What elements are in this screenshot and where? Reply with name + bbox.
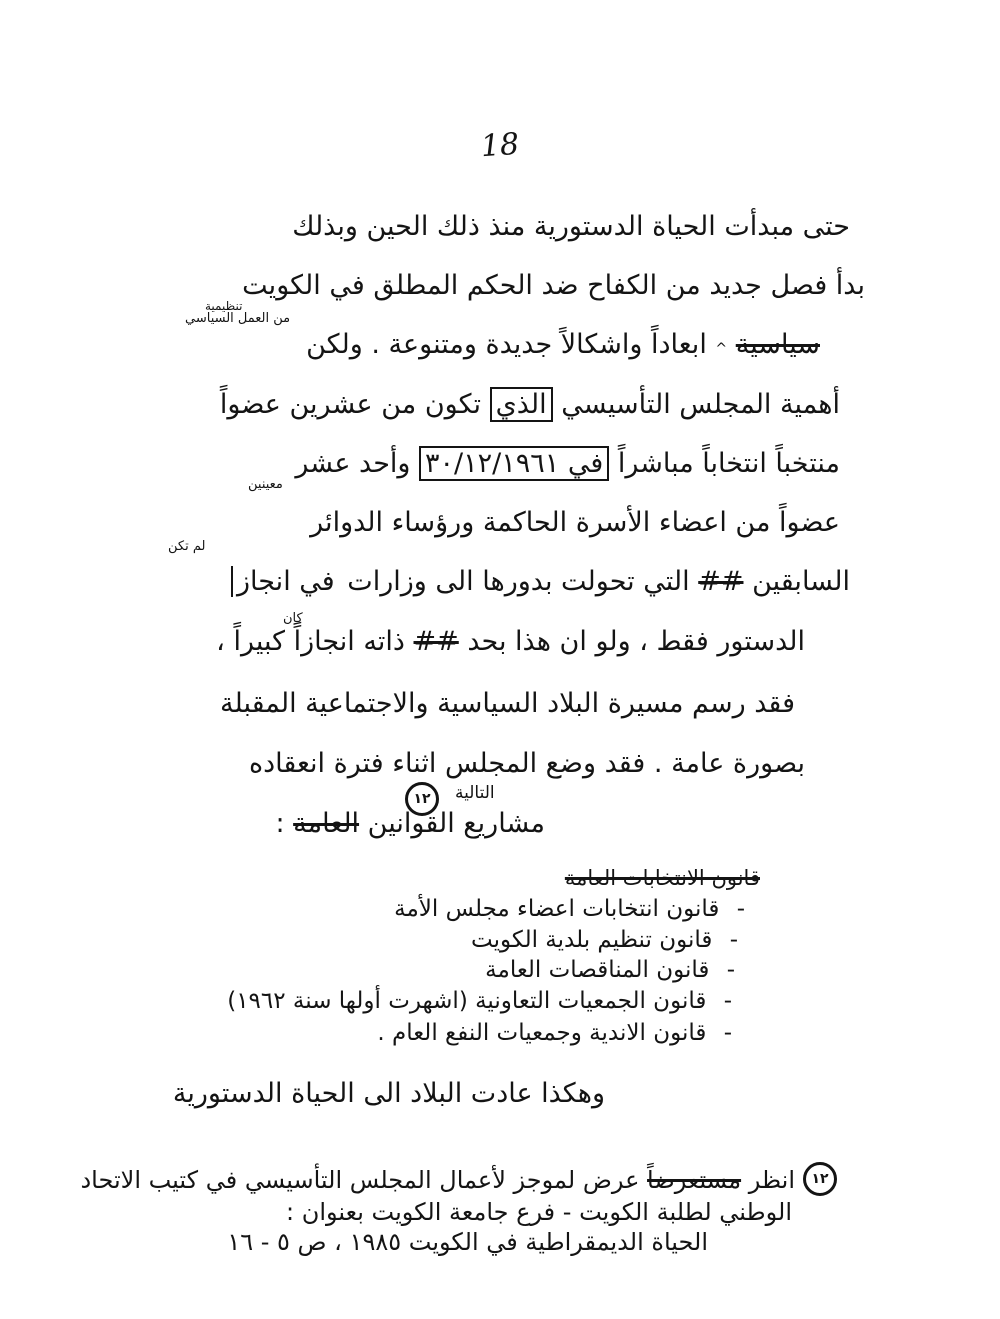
struck-word-general: العامة bbox=[293, 808, 360, 839]
law-item-4 bbox=[227, 990, 732, 1013]
body-line-9-text: فقد رسم مسيرة البلاد السياسية والاجتماعية المقبلة bbox=[220, 688, 795, 719]
bullet-dash: - bbox=[726, 957, 735, 983]
struck-heading: قانون الانتخابات العامة bbox=[564, 866, 760, 890]
law-item-2 bbox=[471, 929, 738, 952]
body-line-10-text: بصورة عامة . فقد وضع المجلس اثناء فترة انعقاده bbox=[248, 748, 805, 779]
body-line-7-mid: التي تحولت بدورها الى وزارات bbox=[347, 566, 690, 597]
body-line-4 bbox=[140, 391, 840, 418]
bullet-dash: - bbox=[723, 1020, 732, 1046]
body-line-5-start: منتخباً انتخاباً مباشراً bbox=[617, 448, 840, 479]
footnote-struck-word: مستعرضاً bbox=[647, 1166, 742, 1194]
body-line-4-end: تكون من عشرين عضواً bbox=[219, 389, 482, 420]
body-line-1 bbox=[150, 213, 850, 240]
body-line-2-text: بدأ فصل جديد من الكفاح ضد الحكم المطلق في الكويت bbox=[242, 270, 865, 301]
body-line-7 bbox=[140, 568, 850, 595]
law-item-4-text: قانون الجمعيات التعاونية (اشهرت أولها سنة ١٩٦٢) bbox=[227, 988, 707, 1014]
insertion-was-not: لم تكن bbox=[168, 539, 206, 554]
body-line-1-text: حتى مبدأت الحياة الدستورية منذ ذلك الحين وبذلك bbox=[292, 211, 850, 242]
insertion-political-work: من العمل السياسي bbox=[185, 311, 291, 326]
body-line-11-colon: : bbox=[275, 808, 285, 839]
footnote-line-1-start: انظر bbox=[748, 1166, 795, 1194]
body-line-3-text: ابعاداً واشكالاً جديدة ومتنوعة . ولكن bbox=[306, 329, 707, 360]
bracketed-date: في ٣٠/١٢/١٩٦١ bbox=[419, 446, 609, 481]
closing-line: وهكذا عادت البلاد الى الحياة الدستورية bbox=[172, 1078, 605, 1109]
struck-word-political: سياسية bbox=[735, 329, 820, 360]
body-line-7-start: السابقين bbox=[752, 566, 850, 597]
caret-mark: ^ bbox=[715, 341, 728, 357]
law-item-3-text: قانون المناقصات العامة bbox=[485, 957, 710, 983]
bullet-dash: - bbox=[729, 927, 738, 953]
insertion-following: التالية bbox=[455, 783, 495, 803]
body-line-11 bbox=[155, 810, 545, 837]
body-line-11-text: مشاريع القوانين bbox=[367, 808, 545, 839]
footnote-line-1 bbox=[80, 1166, 795, 1194]
bullet-dash: - bbox=[736, 896, 745, 922]
body-line-9 bbox=[175, 690, 795, 717]
struck-mark: ## bbox=[698, 566, 744, 597]
body-line-3 bbox=[160, 331, 820, 358]
page-number: 18 bbox=[479, 126, 521, 165]
insertion-organizational: تنظيمية bbox=[205, 299, 243, 313]
law-item-1-text: قانون انتخابات اعضاء مجلس الأمة bbox=[394, 896, 720, 922]
body-line-6 bbox=[150, 509, 840, 536]
bullet-dash: - bbox=[723, 988, 732, 1014]
body-line-8-start: الدستور فقط ، ولو ان هذا بحد bbox=[467, 626, 805, 657]
body-line-4-start: أهمية المجلس التأسيسي bbox=[561, 389, 840, 420]
law-item-5 bbox=[377, 1022, 732, 1045]
footnote-line-3: الحياة الديمقراطية في الكويت ١٩٨٥ ، ص ٥ - ١٦ bbox=[227, 1228, 708, 1256]
body-line-5-end: وأحد عشر bbox=[295, 448, 411, 479]
boxed-word: الذي bbox=[490, 387, 553, 422]
law-item-1 bbox=[394, 898, 745, 921]
law-item-2-text: قانون تنظيم بلدية الكويت bbox=[471, 927, 713, 953]
law-item-3 bbox=[485, 959, 735, 982]
footnote-line-1-end: عرض لموجز لأعمال المجلس التأسيسي في كتيب الاتحاد bbox=[80, 1166, 640, 1194]
insertion-appointed: معينين bbox=[248, 477, 283, 492]
footnote-line-2: الوطني لطلبة الكويت - فرع جامعة الكويت بعنوان : bbox=[286, 1198, 792, 1226]
body-line-8-end: ذاته انجازاً كبيراً ، bbox=[216, 626, 405, 657]
body-line-10 bbox=[175, 750, 805, 777]
bracket-insertion: في انجاز bbox=[231, 566, 339, 597]
law-item-5-text: قانون الاندية وجمعيات النفع العام . bbox=[377, 1020, 707, 1046]
footnote-ref-circle: ١٢ bbox=[405, 782, 439, 816]
body-line-5 bbox=[140, 450, 840, 477]
footnote-circle: ١٢ bbox=[803, 1162, 837, 1196]
body-line-8 bbox=[165, 628, 805, 655]
body-line-2 bbox=[145, 272, 865, 299]
body-line-6-text: عضواً من اعضاء الأسرة الحاكمة ورؤساء الدوائر bbox=[310, 507, 840, 538]
insertion-was: كان bbox=[283, 611, 303, 626]
struck-mark-2: ## bbox=[413, 626, 459, 657]
